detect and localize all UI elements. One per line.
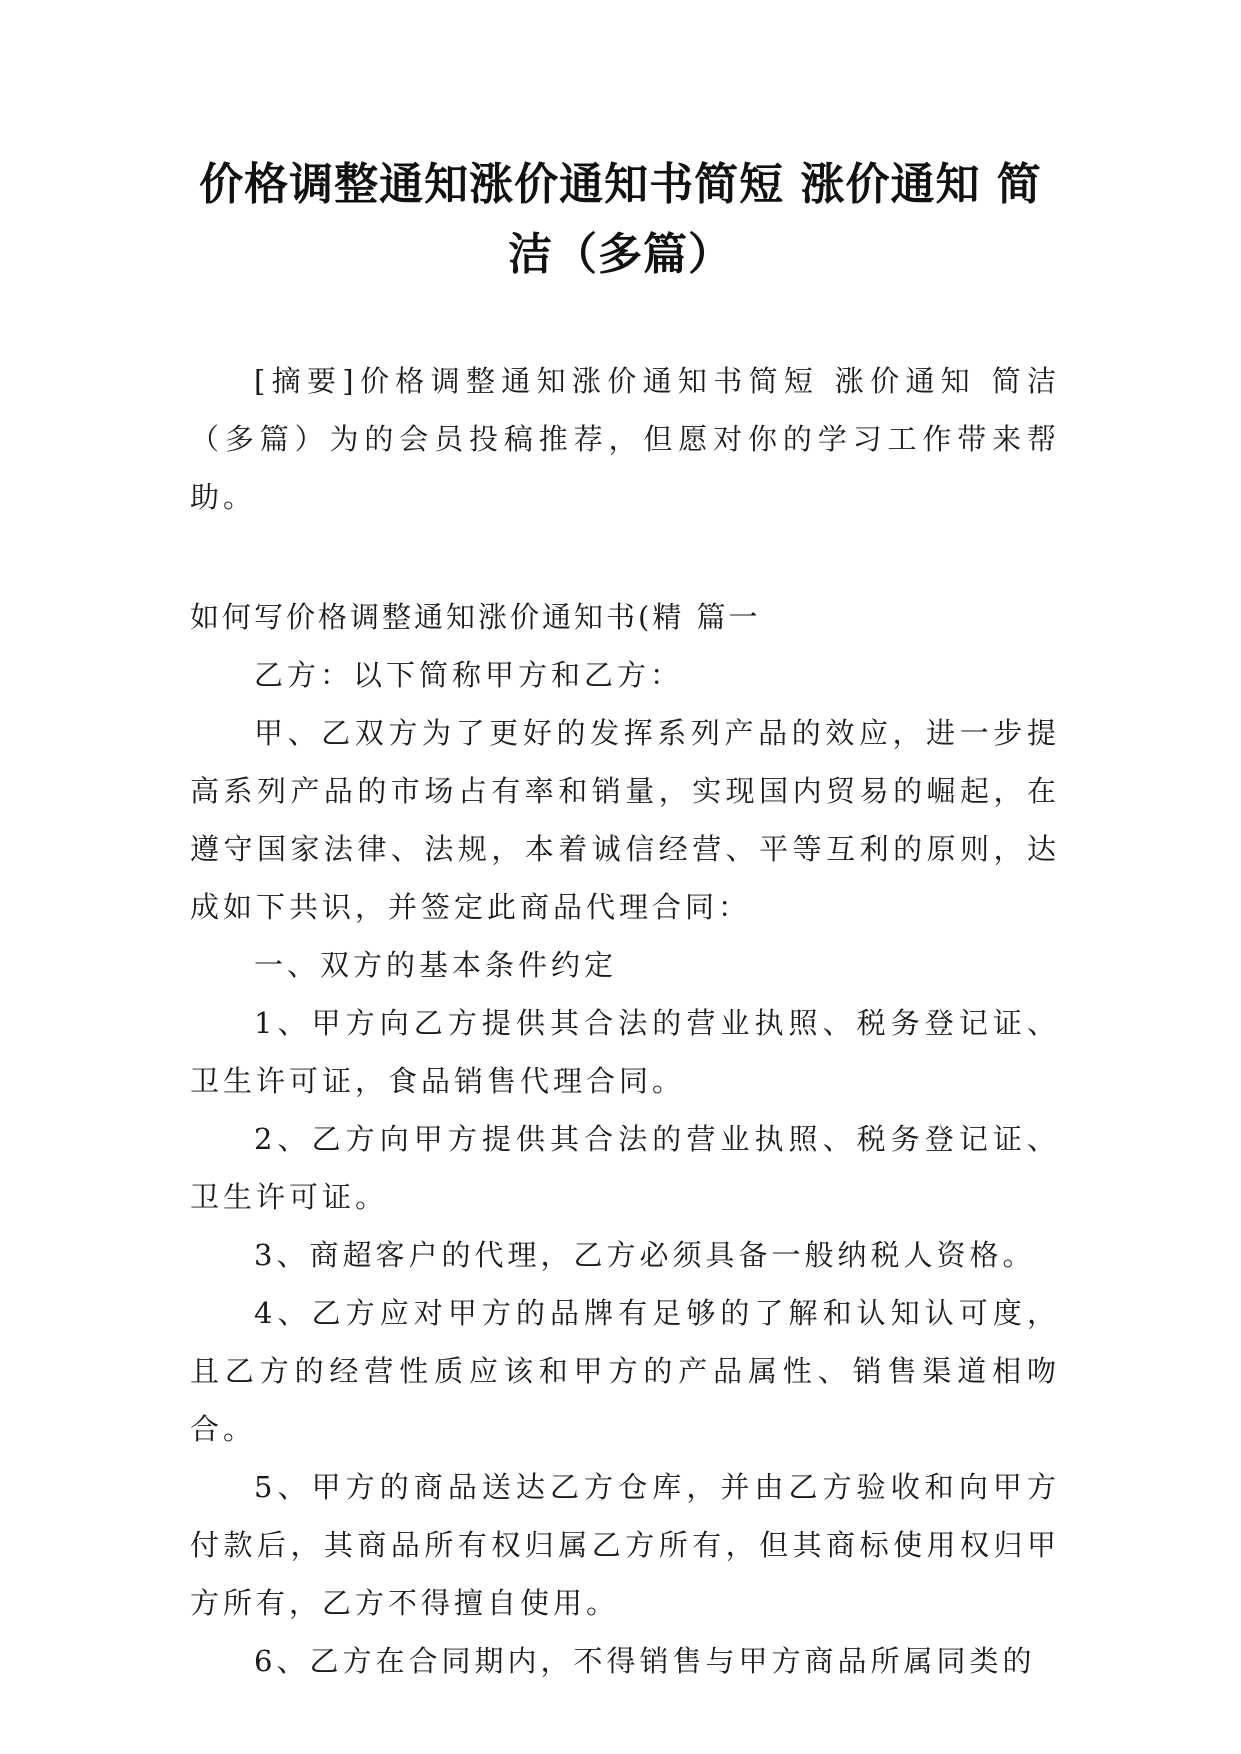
body-paragraph: 5、甲方的商品送达乙方仓库，并由乙方验收和向甲方付款后，其商品所有权归属乙方所有，但其商标使用权归甲方所有，乙方不得擅自使用。 (190, 1470, 1060, 1620)
body-paragraph: 2、乙方向甲方提供其合法的营业执照、税务登记证、卫生许可证。 (190, 1122, 1060, 1214)
body-paragraph: 一、双方的基本条件约定 (254, 948, 618, 982)
document-body (190, 352, 1060, 1690)
document-title: 价格调整通知涨价通知书简短 涨价通知 简洁（多篇） (199, 159, 1042, 280)
body-paragraph: 甲、乙双方为了更好的发挥系列产品的效应，进一步提高系列产品的市场占有率和销量，实现国内贸易的崛起，在遵守国家法律、法规，本着诚信经营、平等互利的原则，达成如下共识，并签定此商品代理合同： (190, 716, 1060, 924)
section-heading: 如何写价格调整通知涨价通知书(精 篇一 (190, 600, 761, 634)
body-paragraph: 4、乙方应对甲方的品牌有足够的了解和认知认可度，且乙方的经营性质应该和甲方的产品属性、销售渠道相吻合。 (190, 1296, 1060, 1446)
body-paragraph: 6、乙方在合同期内，不得销售与甲方商品所属同类的 (254, 1644, 1036, 1678)
body-paragraph: 乙方：以下简称甲方和乙方： (254, 658, 684, 692)
abstract-paragraph: [摘要]价格调整通知涨价通知书简短 涨价通知 简洁（多篇）为的会员投稿推荐，但愿对你的学习工作带来帮助。 (190, 364, 1060, 514)
body-paragraph: 1、甲方向乙方提供其合法的营业执照、税务登记证、卫生许可证，食品销售代理合同。 (190, 1006, 1060, 1098)
body-paragraph: 3、商超客户的代理，乙方必须具备一般纳税人资格。 (254, 1238, 1036, 1272)
